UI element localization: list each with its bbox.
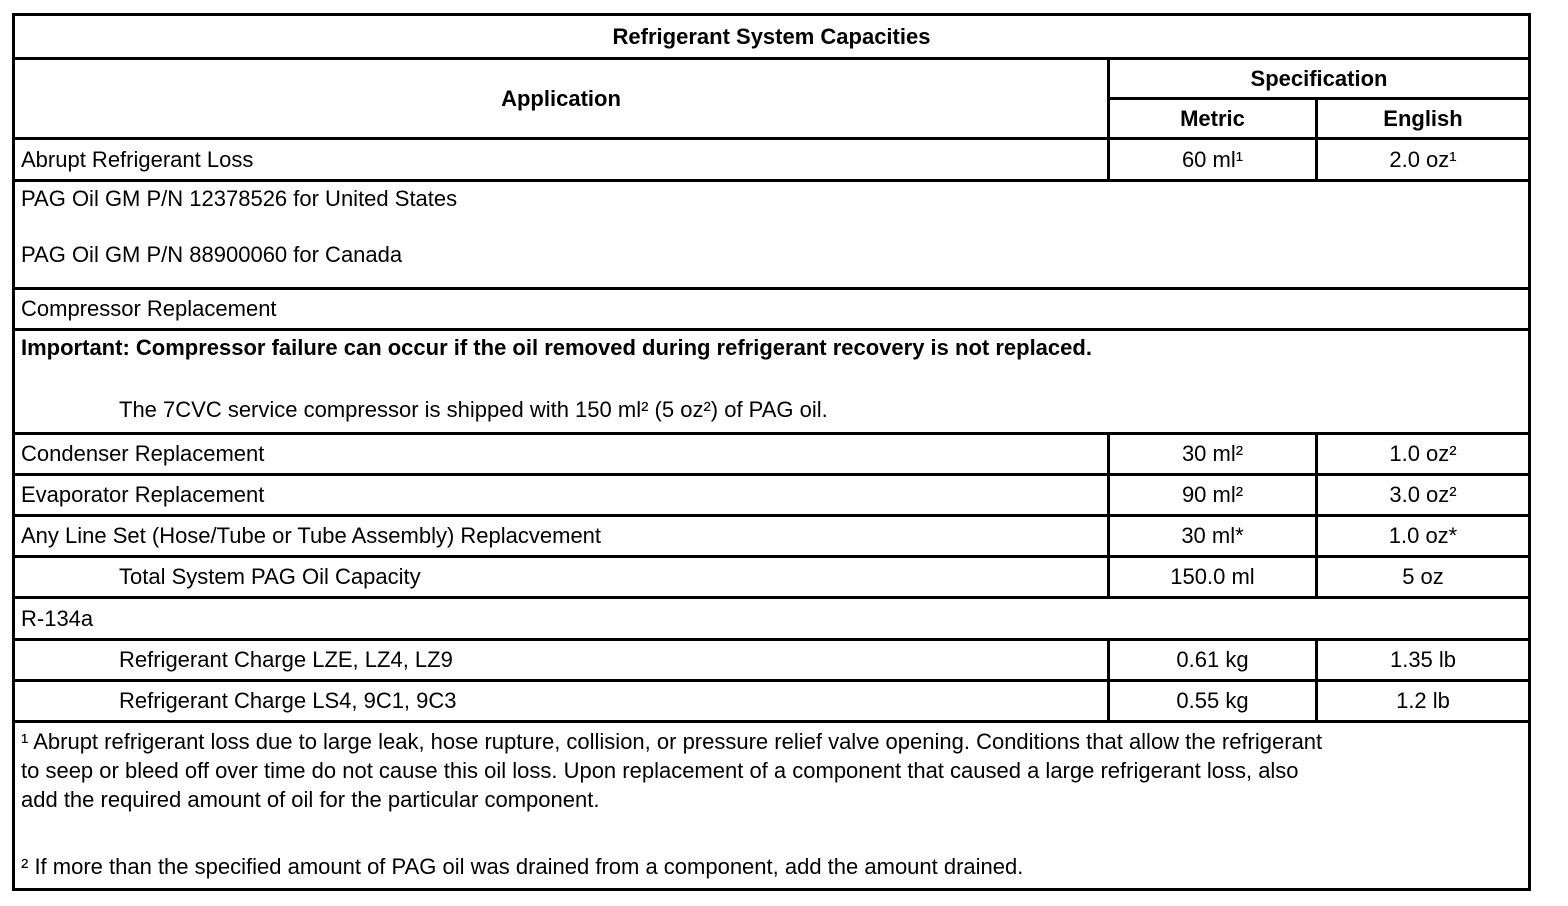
- row-label-abrupt: Abrupt Refrigerant Loss: [14, 139, 1109, 181]
- row-english-charge-ls4: 1.2 lb: [1317, 681, 1530, 722]
- row-metric-abrupt: 60 ml¹: [1109, 139, 1317, 181]
- row-metric-condenser: 30 ml²: [1109, 434, 1317, 475]
- pag-oil-canada: PAG Oil GM P/N 88900060 for Canada: [21, 242, 403, 267]
- footnote-1-line-2: to seep or bleed off over time do not cause this oil loss. Upon replacement of a component that caused a large refrigerant loss, also: [21, 758, 1299, 783]
- row-metric-line-set: 30 ml*: [1109, 516, 1317, 557]
- table-row: [14, 516, 1530, 557]
- row-english-line-set: 1.0 oz*: [1317, 516, 1530, 557]
- footnote-1-line-3: add the required amount of oil for the particular component.: [21, 787, 600, 812]
- refrigerant-capacities-table: [12, 13, 1531, 891]
- row-english-condenser: 1.0 oz²: [1317, 434, 1530, 475]
- row-label-r134a: R-134a: [14, 598, 1530, 640]
- row-metric-charge-lze: 0.61 kg: [1109, 640, 1317, 681]
- important-note: Important: Compressor failure can occur if the oil removed during refrigerant recovery is not replaced.: [21, 335, 1092, 360]
- row-label-charge-ls4: Refrigerant Charge LS4, 9C1, 9C3: [14, 681, 1109, 722]
- row-metric-evaporator: 90 ml²: [1109, 475, 1317, 516]
- table-row: [14, 330, 1530, 434]
- header-row-1: [14, 59, 1530, 99]
- table-row: [14, 598, 1530, 640]
- table-row: [14, 681, 1530, 722]
- important-cell: [14, 330, 1530, 434]
- table-title-row: [14, 15, 1530, 59]
- footnote-1-line-1: ¹ Abrupt refrigerant loss due to large leak, hose rupture, collision, or pressure relief valve opening. Conditions that allow the refrigerant: [21, 729, 1323, 754]
- row-metric-total: 150.0 ml: [1109, 557, 1317, 598]
- row-label-total: Total System PAG Oil Capacity: [14, 557, 1109, 598]
- pag-oil-cell: [14, 181, 1530, 289]
- footnote-2: ² If more than the specified amount of PAG oil was drained from a component, add the amount drained.: [21, 854, 1024, 879]
- table-row: [14, 722, 1530, 890]
- table-row: [14, 434, 1530, 475]
- table-row: [14, 475, 1530, 516]
- table-row: [14, 640, 1530, 681]
- header-english: English: [1317, 99, 1530, 139]
- row-label-charge-lze: Refrigerant Charge LZE, LZ4, LZ9: [14, 640, 1109, 681]
- pag-oil-us: PAG Oil GM P/N 12378526 for United States: [21, 186, 458, 211]
- table-row: [14, 557, 1530, 598]
- table-row: [14, 289, 1530, 330]
- row-english-evaporator: 3.0 oz²: [1317, 475, 1530, 516]
- footnotes-cell: [14, 722, 1530, 890]
- table-row: [14, 139, 1530, 181]
- row-label-compressor: Compressor Replacement: [14, 289, 1530, 330]
- header-specification: Specification: [1109, 59, 1530, 99]
- row-english-abrupt: 2.0 oz¹: [1317, 139, 1530, 181]
- header-metric: Metric: [1109, 99, 1317, 139]
- row-label-evaporator: Evaporator Replacement: [14, 475, 1109, 516]
- row-label-line-set: Any Line Set (Hose/Tube or Tube Assembly) Replacvement: [14, 516, 1109, 557]
- row-label-condenser: Condenser Replacement: [14, 434, 1109, 475]
- row-english-total: 5 oz: [1317, 557, 1530, 598]
- header-application: Application: [14, 59, 1109, 139]
- compressor-shipped-note: The 7CVC service compressor is shipped with 150 ml² (5 oz²) of PAG oil.: [119, 397, 828, 422]
- row-metric-charge-ls4: 0.55 kg: [1109, 681, 1317, 722]
- table-row: [14, 181, 1530, 289]
- table-title: Refrigerant System Capacities: [14, 15, 1530, 59]
- row-english-charge-lze: 1.35 lb: [1317, 640, 1530, 681]
